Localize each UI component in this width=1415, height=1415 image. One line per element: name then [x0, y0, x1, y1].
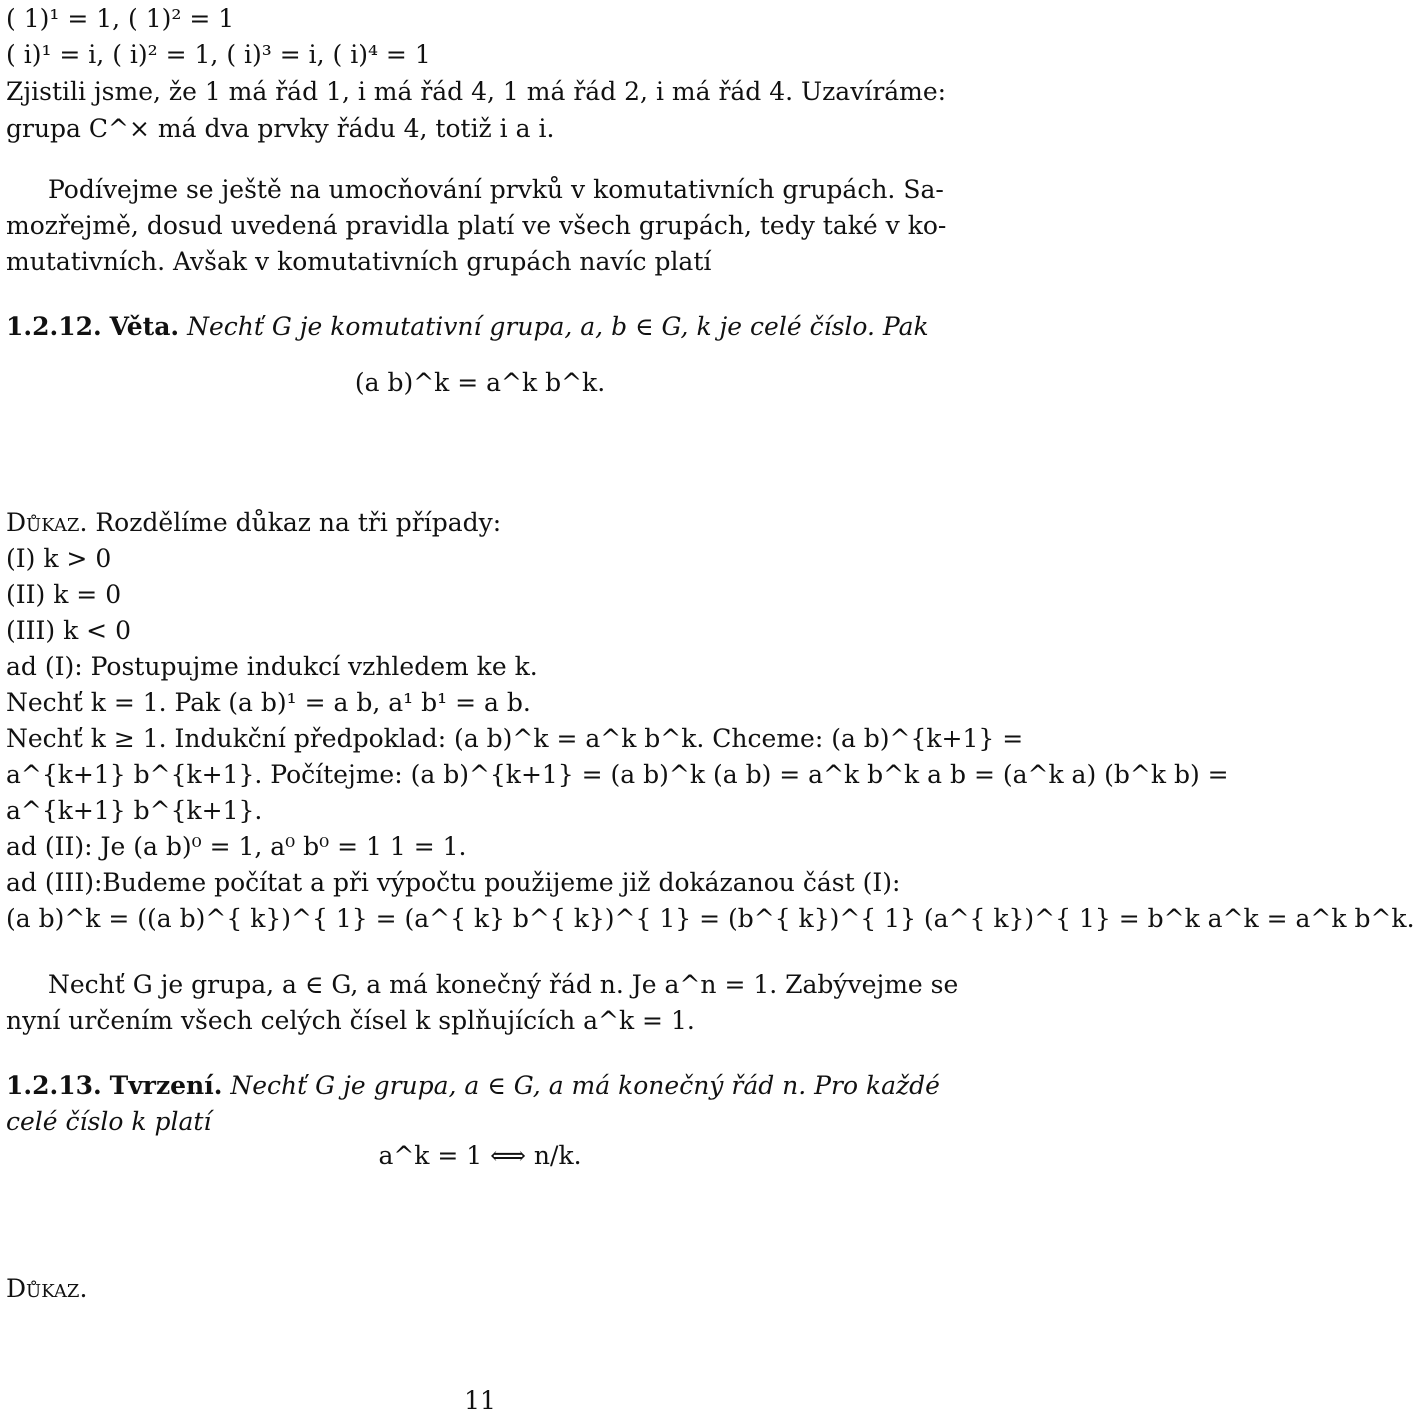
base-case-line — [6, 690, 531, 715]
induction-line-2-text: a^{k+1} b^{k+1}. Počítejme: (a b)^{k+1} = (a b)^k (a b) = a^k b^k a b = (a^k a) (b^k b) = — [6, 760, 1229, 789]
induction-line-3-text: a^{k+1} b^{k+1}. — [6, 796, 263, 825]
induction-line-1-text: Nechť k ≥ 1. Indukční předpoklad: (a b)^k = a^k b^k. Chceme: (a b)^{k+1} = — [6, 724, 1024, 753]
theorem-1-line — [6, 314, 929, 339]
paragraph-line-1 — [48, 177, 944, 202]
theorem-1-equation — [0, 370, 960, 395]
proof-2-line — [6, 1276, 87, 1301]
text-line-3 — [6, 79, 946, 104]
proof-1-line — [6, 510, 501, 535]
line-2-text: ( i)¹ = i, ( i)² = 1, ( i)³ = i, ( i)⁴ = 1 — [6, 40, 431, 69]
base-case-text: Nechť k = 1. Pak (a b)¹ = a b, a¹ b¹ = a b. — [6, 688, 531, 717]
case-3-proof-line-2-text: (a b)^k = ((a b)^{ k})^{ 1} = (a^{ k} b^{ k})^{ 1} = (b^{ k})^{ 1} (a^{ k})^{ 1} = b^k a^k = a^k b^k. — [6, 904, 1415, 933]
theorem-2-line-2 — [6, 1109, 211, 1134]
case-1-proof-line — [6, 654, 538, 679]
proof-2-label: Důkaz. — [6, 1274, 88, 1303]
case-3-text: (III) k < 0 — [6, 616, 131, 645]
theorem-1-label: Věta. — [109, 312, 180, 341]
theorem-2-line — [6, 1073, 940, 1098]
paragraph-line-3 — [6, 249, 711, 274]
paragraph-2-line-2 — [6, 1008, 695, 1033]
paragraph-2-line-1-text: Nechť G je grupa, a ∈ G, a má konečný řád n. Je a^n = 1. Zabývejme se — [48, 970, 959, 999]
paragraph-line-2 — [6, 213, 946, 238]
case-2-text: (II) k = 0 — [6, 580, 122, 609]
theorem-2-continuation: celé číslo k platí — [6, 1107, 212, 1136]
proof-1-label: Důkaz. — [6, 508, 88, 537]
induction-line-1 — [6, 726, 1023, 751]
theorem-2-statement: Nechť G je grupa, a ∈ G, a má konečný řád n. Pro každé — [230, 1071, 940, 1100]
paragraph-line-3-text: mutativních. Avšak v komutativních grupách navíc platí — [6, 247, 712, 276]
case-3-proof-line-1 — [6, 870, 900, 895]
case-2-proof-text: ad (II): Je (a b)⁰ = 1, a⁰ b⁰ = 1 1 = 1. — [6, 832, 467, 861]
line-3-text: Zjistili jsme, že 1 má řád 1, i má řád 4, 1 má řád 2, i má řád 4. Uzavíráme: — [6, 77, 947, 106]
page-number: 11 — [464, 1386, 496, 1415]
proof-1-intro: Rozdělíme důkaz na tři případy: — [95, 508, 502, 537]
case-2-proof-line — [6, 834, 466, 859]
case-1-proof-text: ad (I): Postupujme indukcí vzhledem ke k. — [6, 652, 538, 681]
theorem-2-label: Tvrzení. — [109, 1071, 223, 1100]
case-3-proof-line-1-text: ad (III):Budeme počítat a při výpočtu použijeme již dokázanou část (I): — [6, 868, 901, 897]
theorem-2-equation — [0, 1143, 960, 1168]
theorem-1-statement: Nechť G je komutativní grupa, a, b ∈ G, k je celé číslo. Pak — [187, 312, 929, 341]
text-line-1 — [6, 6, 234, 31]
case-3-proof-line-2 — [6, 906, 1415, 931]
text-line-2 — [6, 42, 431, 67]
induction-line-2 — [6, 762, 1229, 787]
theorem-1-equation-text: (a b)^k = a^k b^k. — [354, 368, 606, 397]
case-1-text: (I) k > 0 — [6, 544, 112, 573]
paragraph-line-1-text: Podívejme se ještě na umocňování prvků v komutativních grupách. Sa- — [48, 175, 944, 204]
case-1-line — [6, 546, 111, 571]
induction-line-3 — [6, 798, 262, 823]
theorem-2-equation-text: a^k = 1 ⟺ n/k. — [378, 1141, 582, 1170]
case-2-line — [6, 582, 121, 607]
paragraph-line-2-text: mozřejmě, dosud uvedená pravidla platí ve všech grupách, tedy také v ko- — [6, 211, 947, 240]
text-line-4 — [6, 116, 554, 141]
case-3-line — [6, 618, 131, 643]
line-1-text: ( 1)¹ = 1, ( 1)² = 1 — [6, 4, 235, 33]
paragraph-2-line-1 — [48, 972, 958, 997]
paragraph-2-line-2-text: nyní určením všech celých čísel k splňujících a^k = 1. — [6, 1006, 695, 1035]
theorem-2-number: 1.2.13. — [6, 1071, 102, 1100]
theorem-1-number: 1.2.12. — [6, 312, 102, 341]
line-4-text: grupa C^× má dva prvky řádu 4, totiž i a i. — [6, 114, 555, 143]
